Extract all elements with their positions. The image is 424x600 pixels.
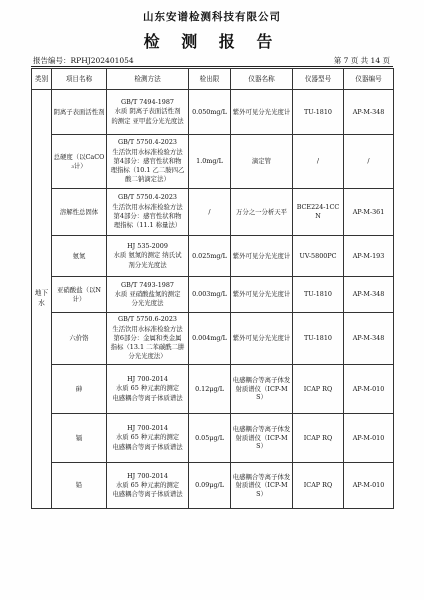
category-cell: 地下水: [32, 90, 52, 509]
method-line: 指标（13.1 二苯碳酰二肼: [110, 343, 185, 352]
item-cell: 铅: [52, 463, 107, 509]
table-row: [32, 365, 394, 414]
method-cell: [107, 236, 189, 277]
test-methods-table: [31, 68, 394, 509]
limit-cell: 0.050mg/L: [189, 90, 231, 135]
method-cell: [107, 463, 189, 509]
method-line: 酸二钠滴定法）: [125, 175, 170, 184]
instrument-cell: 滴定管: [231, 135, 293, 189]
table-row: [32, 313, 394, 365]
model-cell: /: [293, 135, 344, 189]
method-line: 电感耦合等离子体质谱法: [112, 490, 183, 499]
method-line: 生活饮用水标准检验方法: [112, 147, 183, 156]
method-line: 分光光度法）: [128, 352, 167, 361]
method-line: 分光光度法: [131, 299, 164, 308]
method-line: HJ 700-2014: [127, 375, 168, 384]
col-header-item: 项目名称: [52, 69, 107, 90]
instrument-cell: 电感耦合等离子体发射质谱仪（ICP-MS）: [231, 463, 293, 509]
method-line: 第4部分：感官性状和物: [113, 212, 182, 220]
model-cell: UV-5800PC: [293, 236, 344, 277]
method-line: HJ 700-2014: [127, 471, 168, 480]
method-line: 生活饮用水标准检验方法: [112, 202, 183, 211]
col-header-method: 检测方法: [107, 69, 189, 90]
item-cell: 溶解性总固体: [52, 189, 107, 236]
method-line: 剂分光光度法: [128, 260, 167, 269]
header-rule: [31, 66, 393, 67]
method-line: HJ 700-2014: [127, 424, 168, 433]
model-cell: ICAP RQ: [293, 463, 344, 509]
method-line: GB/T 5750.4-2023: [117, 138, 178, 147]
limit-cell: 0.003mg/L: [189, 277, 231, 313]
method-line: 理指标（11.1 称量法）: [113, 221, 182, 230]
method-line: 第6部分：金属和类金属: [113, 333, 182, 342]
table-row: [32, 236, 394, 277]
report-number: 报告编号：RPHJ202401054: [33, 56, 134, 65]
number-cell: AP-M-348: [344, 90, 394, 135]
number-cell: AP-M-010: [344, 414, 394, 463]
limit-cell: 0.09μg/L: [189, 463, 231, 509]
limit-cell: 0.025mg/L: [189, 236, 231, 277]
method-line: 生活饮用水标准检验方法: [112, 324, 183, 333]
table-row: [32, 277, 394, 313]
instrument-cell: 电感耦合等离子体发射质谱仪（ICP-MS）: [231, 414, 293, 463]
instrument-cell: 万分之一分析天平: [231, 189, 293, 236]
method-line: 理指标（10.1 乙二胺四乙: [110, 166, 185, 175]
item-cell: 镉: [52, 414, 107, 463]
number-cell: AP-M-348: [344, 277, 394, 313]
report-title: 检 测 报 告: [143, 32, 281, 51]
instrument-cell: 紫外可见分光光度计: [231, 277, 293, 313]
col-header-instrument: 仪器名称: [231, 69, 293, 90]
company-name: 山东安谱检测科技有限公司: [143, 11, 281, 23]
model-cell: TU-1810: [293, 90, 344, 135]
instrument-cell: 紫外可见分光光度计: [231, 236, 293, 277]
model-cell: TU-1810: [293, 277, 344, 313]
method-line: GB/T 7494-1987: [121, 98, 174, 107]
method-line: 水质 阴离子表面活性剂: [114, 107, 181, 116]
limit-cell: 0.12μg/L: [189, 365, 231, 414]
method-line: 水质 65 种元素的测定: [115, 384, 180, 393]
model-cell: ICAP RQ: [293, 365, 344, 414]
method-cell: [107, 414, 189, 463]
method-cell: [107, 135, 189, 189]
method-line: 电感耦合等离子体质谱法: [112, 393, 183, 402]
instrument-cell: 紫外可见分光光度计: [231, 313, 293, 365]
method-line: 水质 氨氮的测定 纳氏试: [113, 251, 182, 260]
number-cell: AP-M-193: [344, 236, 394, 277]
model-cell: ICAP RQ: [293, 414, 344, 463]
limit-cell: 1.0mg/L: [189, 135, 231, 189]
col-header-number: 仪器编号: [344, 69, 394, 90]
model-cell: BCE224-1CCN: [293, 189, 344, 236]
item-cell: 总硬度（以CaCO₃计）: [52, 135, 107, 189]
item-cell: 亚硝酸盐（以N计）: [52, 277, 107, 313]
number-cell: AP-M-010: [344, 365, 394, 414]
model-cell: TU-1810: [293, 313, 344, 365]
table-row: [32, 463, 394, 509]
number-cell: AP-M-361: [344, 189, 394, 236]
col-header-limit: 检出限: [189, 69, 231, 90]
method-cell: [107, 90, 189, 135]
method-cell: [107, 277, 189, 313]
method-line: 电感耦合等离子体质谱法: [112, 442, 183, 451]
method-line: 水质 亚硝酸盐氮的测定: [114, 289, 181, 298]
col-header-model: 仪器型号: [293, 69, 344, 90]
number-cell: AP-M-348: [344, 313, 394, 365]
method-line: GB/T 5750.4-2023: [117, 193, 178, 202]
table-header-row: [32, 69, 394, 90]
instrument-cell: 电感耦合等离子体发射质谱仪（ICP-MS）: [231, 365, 293, 414]
method-cell: [107, 365, 189, 414]
table-row: [32, 135, 394, 189]
method-cell: [107, 313, 189, 365]
limit-cell: /: [189, 189, 231, 236]
limit-cell: 0.004mg/L: [189, 313, 231, 365]
method-line: HJ 535-2009: [127, 242, 168, 251]
item-cell: 氨氮: [52, 236, 107, 277]
method-line: 第4部分：感官性状和物: [113, 156, 182, 165]
instrument-cell: 紫外可见分光光度计: [231, 90, 293, 135]
number-cell: AP-M-010: [344, 463, 394, 509]
limit-cell: 0.05μg/L: [189, 414, 231, 463]
item-cell: 六价铬: [52, 313, 107, 365]
method-line: 的测定 亚甲蓝分光光度法: [111, 116, 184, 125]
col-header-category: 类别: [32, 69, 52, 90]
number-cell: /: [344, 135, 394, 189]
method-cell: [107, 189, 189, 236]
item-cell: 阴离子表面活性剂: [52, 90, 107, 135]
table-row: [32, 189, 394, 236]
table-row: [32, 414, 394, 463]
page-indicator: 第 7 页 共 14 页: [333, 56, 390, 65]
method-line: GB/T 5750.6-2023: [117, 315, 178, 324]
item-cell: 砷: [52, 365, 107, 414]
method-line: 水质 65 种元素的测定: [115, 433, 180, 442]
table-row: [32, 90, 394, 135]
method-line: GB/T 7493-1987: [121, 280, 174, 289]
method-line: 水质 65 种元素的测定: [115, 480, 180, 489]
